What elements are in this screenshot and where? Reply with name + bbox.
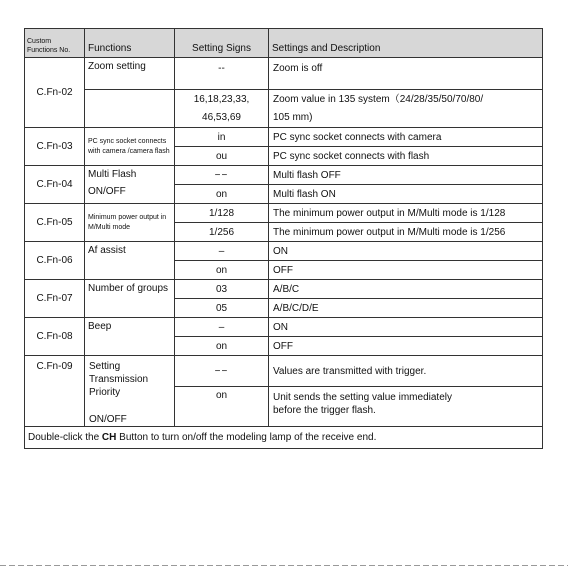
table-row — [25, 204, 543, 223]
footer-note-pre: Double-click the — [28, 432, 102, 443]
fn-number: C.Fn-08 — [25, 318, 85, 356]
fn-number: C.Fn-06 — [25, 242, 85, 280]
setting-description: Values are transmitted with trigger. — [269, 356, 543, 387]
function-name: Number of groups — [85, 280, 175, 318]
setting-description: Multi flash ON — [269, 185, 543, 204]
function-name: Setting Transmission Priority — [89, 361, 149, 398]
setting-description-text: Unit sends the setting value immediately before the trigger flash. — [273, 392, 452, 417]
table-row — [25, 58, 543, 90]
setting-description: The minimum power output in M/Multi mode is 1/256 — [269, 223, 543, 242]
fn-number: C.Fn-07 — [25, 280, 85, 318]
fn-number: C.Fn-02 — [25, 58, 85, 128]
setting-sign: on — [175, 261, 269, 280]
setting-description: A/B/C — [269, 280, 543, 299]
setting-description: Multi flash OFF — [269, 166, 543, 185]
setting-sign: on — [175, 387, 269, 427]
setting-description: PC sync socket connects with camera — [269, 128, 543, 147]
setting-description: OFF — [269, 261, 543, 280]
footer-ch-button-label: CH — [101, 432, 117, 443]
setting-description: PC sync socket connects with flash — [269, 147, 543, 166]
function-name-onoff: ON/OFF — [89, 414, 127, 425]
function-name: PC sync socket connects with camera /camera flash — [85, 128, 175, 166]
setting-sign: -- — [175, 58, 269, 90]
setting-description: 105 mm) — [269, 109, 543, 128]
setting-sign: 1/256 — [175, 223, 269, 242]
setting-sign: −− — [175, 356, 269, 387]
function-cell — [85, 356, 175, 427]
header-settings-description: Settings and Description — [269, 29, 543, 58]
function-name: Beep — [85, 318, 175, 356]
function-name-onoff: ON/OFF — [88, 186, 126, 197]
setting-sign: in — [175, 128, 269, 147]
setting-sign: 05 — [175, 299, 269, 318]
footer-note-post: Button to turn on/off the modeling lamp of the receive end. — [116, 432, 377, 443]
setting-description: A/B/C/D/E — [269, 299, 543, 318]
table-row — [25, 318, 543, 337]
fn-number: C.Fn-03 — [25, 128, 85, 166]
function-name-blank — [85, 90, 175, 128]
setting-description: Zoom is off — [269, 58, 543, 90]
setting-sign: – — [175, 242, 269, 261]
setting-description: Zoom value in 135 system（24/28/35/50/70/80/ — [269, 90, 543, 109]
table-row — [25, 128, 543, 147]
function-name: Minimum power output in M/Multi mode — [85, 204, 175, 242]
table-row — [25, 356, 543, 387]
table-row — [25, 280, 543, 299]
function-name: Af assist — [85, 242, 175, 280]
table-row — [25, 90, 543, 109]
function-name: Zoom setting — [85, 58, 175, 90]
setting-sign: on — [175, 337, 269, 356]
setting-description: OFF — [269, 337, 543, 356]
setting-sign: 46,53,69 — [175, 109, 269, 128]
setting-description: The minimum power output in M/Multi mode is 1/128 — [269, 204, 543, 223]
footer-note — [25, 427, 543, 449]
function-cell — [85, 166, 175, 204]
setting-sign: 16,18,23,33, — [175, 90, 269, 109]
header-custom-functions-no: Custom Functions No. — [25, 29, 85, 58]
setting-sign: – — [175, 318, 269, 337]
custom-functions-document — [24, 28, 542, 449]
fn-number: C.Fn-04 — [25, 166, 85, 204]
custom-functions-table — [24, 28, 543, 449]
fn-number: C.Fn-05 — [25, 204, 85, 242]
setting-sign: 1/128 — [175, 204, 269, 223]
header-setting-signs: Setting Signs — [175, 29, 269, 58]
table-header-row — [25, 29, 543, 58]
table-footer-row — [25, 427, 543, 449]
setting-sign: on — [175, 185, 269, 204]
table-row — [25, 242, 543, 261]
setting-sign: ou — [175, 147, 269, 166]
function-name: Multi Flash — [88, 169, 137, 180]
setting-description: ON — [269, 242, 543, 261]
setting-sign: −− — [175, 166, 269, 185]
setting-description: ON — [269, 318, 543, 337]
setting-description — [269, 387, 543, 427]
fn-number: C.Fn-09 — [25, 356, 85, 427]
setting-sign: 03 — [175, 280, 269, 299]
table-row — [25, 166, 543, 185]
page-edge-divider — [0, 565, 568, 566]
header-functions: Functions — [85, 29, 175, 58]
